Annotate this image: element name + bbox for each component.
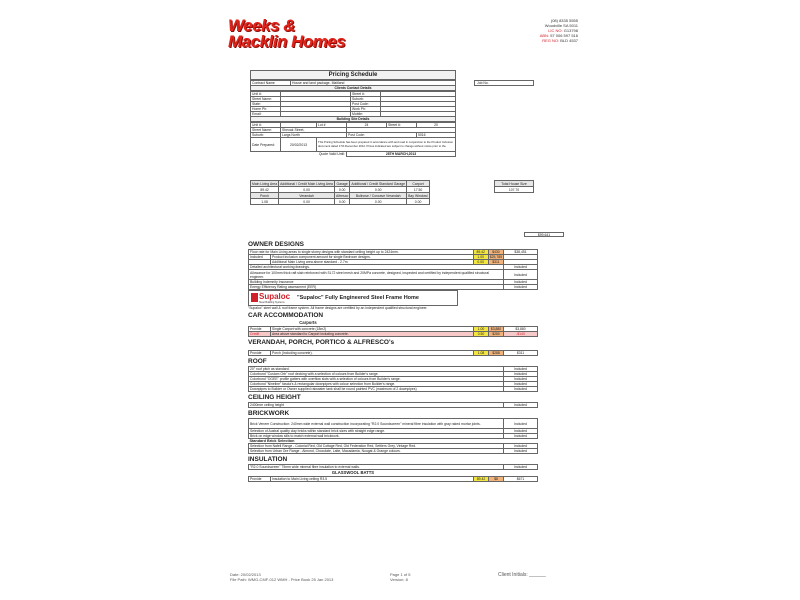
brickwork-heading: BRICKWORK xyxy=(248,410,290,417)
brick-desc: Selection from Urban Ore Range - Almond, Chocolate, Latte, Macadamia, Nougat & Orange colours. xyxy=(249,449,504,454)
summary-value: 0.00 xyxy=(335,187,350,193)
valid-value: 28TH MARCH,2013 xyxy=(347,152,456,157)
verandah-table xyxy=(248,350,538,356)
site-cell: 20 xyxy=(417,123,456,128)
owner-rate: $25,785 xyxy=(489,255,502,259)
footer-date: Date: 20/02/2013 xyxy=(230,572,261,577)
brick-total: Included xyxy=(504,449,538,454)
header-phone: (08) 8335 5555 xyxy=(550,18,578,23)
summary-value: 0.00 xyxy=(407,199,430,205)
summary-header: Bullnose / Concave Verandah xyxy=(350,193,407,199)
site-table xyxy=(250,122,456,157)
house-size-value: 107.70 xyxy=(495,187,534,193)
glasswool-subhead: GLASSWOOL BATTS xyxy=(331,470,375,475)
pricing-schedule-title: Pricing Schedule xyxy=(250,70,456,80)
client-cell: Unit #: xyxy=(251,92,281,97)
client-cell: Work Ph: xyxy=(351,107,381,112)
summary-value: 0.00 xyxy=(279,187,335,193)
roof-desc: Colorbond "OGEE" profile gutters with overflow slots with a selection of colours from Builder's range. xyxy=(249,377,504,382)
car-total: $3,880 xyxy=(504,327,538,332)
glasswool-desc: Insulation to Main Living ceiling R3.5 xyxy=(271,477,474,482)
ceiling-total: Included xyxy=(504,403,538,408)
summary-header: Main Living Area xyxy=(252,181,278,186)
car-cell: Credit xyxy=(249,332,271,337)
roof-heading: ROOF xyxy=(248,358,267,365)
document-page xyxy=(222,10,578,590)
roof-total: Included xyxy=(504,387,538,392)
owner-designs-heading: OWNER DESIGNS xyxy=(248,241,304,248)
summary-header: Carport xyxy=(407,181,430,187)
site-cell: Street Name: xyxy=(251,128,281,133)
brick-desc: Brick Veneer Construction: 240mm wide external wall construction incorporating "R2.0 Soundscreen" mineral fibre insulation with gray raked mortar joints. xyxy=(249,419,504,429)
roof-total: Included xyxy=(504,372,538,377)
client-cell: State: xyxy=(251,102,281,107)
owner-desc: Additional Main Living area above standard - 2.7m xyxy=(271,260,474,265)
header-info xyxy=(498,18,578,43)
supaloc-tagline: "Supaloc" Fully Engineered Steel Frame Home xyxy=(297,295,419,301)
brick-desc: Selection of Austral quality clay bricks within standard brick sizes with straight edge range. xyxy=(249,429,504,434)
supaloc-logo xyxy=(250,291,290,305)
footer-path: File Path: WMG-CMF-012 WMH - Price Book 25 Jan 2013 xyxy=(230,577,334,582)
summary-value: 89.42 xyxy=(251,187,279,193)
client-cell: Email: xyxy=(251,112,281,117)
summary-header: Additional / Credit Standard Garage xyxy=(351,181,406,186)
total-price: $99,641 xyxy=(524,232,564,237)
logo-line2: Macklin Homes xyxy=(228,32,346,51)
owner-desc: Energy Efficiency Rating assessment (EER) xyxy=(249,285,504,290)
glasswool-total: $671 xyxy=(504,477,538,482)
site-cell: Sheoak Street, xyxy=(281,128,347,133)
supaloc-sub: Steel Building Systems xyxy=(259,301,285,304)
contract-table xyxy=(250,80,456,91)
date-value: 20/02/2013 xyxy=(281,138,317,152)
roof-desc: 20° roof pitch as standard. xyxy=(249,367,504,372)
supaloc-mark-icon xyxy=(251,293,258,302)
brick-total: Included xyxy=(504,444,538,449)
glasswool-cell: Provide xyxy=(249,477,271,482)
site-cell: Lot # xyxy=(317,123,347,128)
owner-total: Included xyxy=(504,270,538,280)
date-label: Date Prepared: xyxy=(251,138,281,152)
footer-version: Version: 8 xyxy=(390,577,408,582)
verandah-heading: VERANDAH, PORCH, PORTICO & ALFRESCO's xyxy=(248,339,395,346)
contract-label: Contract Name xyxy=(251,81,291,86)
verandah-qty: 1.08 xyxy=(474,351,489,356)
ceiling-heading: CEILING HEIGHT xyxy=(248,394,301,401)
owner-total: Included xyxy=(504,265,538,270)
summary-value: 17.50 xyxy=(407,187,430,193)
owner-total: $38,451 xyxy=(504,250,538,255)
reg-label: REG NO: xyxy=(542,38,560,43)
verandah-desc: Porch (Including concrete). xyxy=(271,351,474,356)
summary-value: 1.08 xyxy=(251,199,279,205)
roof-table xyxy=(248,366,538,392)
footer-page: Page 1 of 5 xyxy=(390,572,411,577)
insulation-heading: INSULATION xyxy=(248,456,288,463)
pricing-schedule-box xyxy=(250,70,456,157)
owner-desc: Floor rate for Main Living areas to single storey designs with standard ceiling height up to 2424mm. xyxy=(249,250,474,255)
insulation-desc: "R2.0 Soundscreen" 75mm wide mineral fibre insulation to external walls. xyxy=(249,465,504,470)
brickwork-table xyxy=(248,418,538,454)
clients-title: Clients Contact Details xyxy=(251,86,456,91)
abn-value: 57 006 597 516 xyxy=(550,33,578,38)
summary-header: Bay Window/ xyxy=(408,193,428,198)
reg-value: BLD 4537 xyxy=(560,38,578,43)
brick-subhead: Standard Brick Selection xyxy=(249,439,295,443)
glasswool-qty: 89.42 xyxy=(474,477,489,482)
summary-value: 0.00 xyxy=(350,187,407,193)
contract-value: House and land package- Maitland xyxy=(291,81,456,86)
lic-value: G13798 xyxy=(563,28,578,33)
summary-header: Porch xyxy=(251,193,279,199)
abn-label: ABN: xyxy=(539,33,550,38)
roof-total: Included xyxy=(504,367,538,372)
car-desc: Single Carport with concrete (18m2) xyxy=(271,327,474,332)
page-footer xyxy=(222,570,578,590)
logo-line1: Weeks & xyxy=(228,16,296,35)
summary-header: Alfresco xyxy=(336,193,349,198)
site-cell: Largs North xyxy=(281,133,347,138)
site-cell: 5016 xyxy=(417,133,456,138)
car-rate: $280 xyxy=(489,332,504,337)
car-rate: $3,880 xyxy=(489,327,504,332)
summary-value: 0.00 xyxy=(279,199,335,205)
owner-desc: Product inclusion component amount for single Bedroom designs. xyxy=(271,255,474,260)
verandah-cell: Provide xyxy=(249,351,271,356)
job-no-field[interactable]: Job No. xyxy=(474,80,534,86)
insulation-total: Included xyxy=(504,465,538,470)
roof-desc: Colorbond "Nineline" fascia's & rectangular downpipes with colour selection from Builder's range. xyxy=(249,382,504,387)
owner-rate: $430 xyxy=(488,250,503,255)
verandah-rate: $288 xyxy=(489,351,504,356)
owner-desc: Building Indemnity Insurance xyxy=(249,280,504,285)
summary-header: Verandah xyxy=(279,193,335,199)
glasswool-rate: $8 xyxy=(489,477,504,482)
valid-label: Quote Valid Until: xyxy=(318,152,345,157)
site-cell: Street #: xyxy=(387,123,417,128)
site-title: Building Site Details xyxy=(251,117,456,122)
car-qty: 0.50 xyxy=(474,332,489,337)
roof-total: Included xyxy=(504,382,538,387)
owner-cell: Included xyxy=(249,255,271,260)
verandah-total: $311 xyxy=(504,351,538,356)
car-table xyxy=(248,326,538,337)
summary-header: Garage xyxy=(336,181,348,186)
header-address: Woodville SA 5011 xyxy=(544,23,578,28)
supaloc-word: Supaloc xyxy=(259,292,291,301)
owner-designs-table xyxy=(248,249,538,290)
roof-total: Included xyxy=(504,377,538,382)
owner-rate: $311 xyxy=(488,260,503,265)
client-cell: Post Code: xyxy=(351,102,381,107)
client-cell: Street Name: xyxy=(251,97,281,102)
total-house-size xyxy=(494,180,534,193)
client-cell: Street #: xyxy=(351,92,381,97)
owner-desc: Allowance for 100mm thick raft slab reinforced with SL72 steel mesh and 20MPa concrete, designed, inspected and certified by independent qualified structural engineer. xyxy=(249,270,504,280)
brick-total: Included xyxy=(504,434,538,439)
summary-header: Additional / Credit Main Living Area xyxy=(280,181,333,186)
car-cell: Provide xyxy=(249,327,271,332)
ceiling-table xyxy=(248,402,538,408)
brick-desc: Selection from Nafell Range - Colonial Red, Old Cottage Red, Old Federation Red, Settlers Grey, Vintage Red. xyxy=(249,444,504,449)
car-total: -$140 xyxy=(504,332,538,337)
client-cell: Suburb: xyxy=(351,97,381,102)
footer-left xyxy=(230,572,333,582)
car-desc: Area above standard to Carport including concrete. xyxy=(271,332,474,337)
brick-total: Included xyxy=(504,419,538,429)
company-logo xyxy=(228,18,378,58)
house-size-label: Total House Size xyxy=(495,181,534,187)
owner-total: Included xyxy=(504,280,538,285)
owner-total: Included xyxy=(504,285,538,290)
supaloc-note: "Supaloc" steel wall & roof frame system. All frame designs are certified by an independent qualified structural engineer. xyxy=(248,306,428,310)
client-initials[interactable]: Client Initials: ______ xyxy=(498,572,546,578)
site-cell: Post Code: xyxy=(347,133,417,138)
car-heading: CAR ACCOMMODATION xyxy=(248,312,324,319)
supaloc-banner xyxy=(248,290,458,306)
area-summary xyxy=(250,180,430,205)
client-cell: Mobile: xyxy=(351,112,381,117)
roof-desc: Downpipes to Builder or Owner supplied rainwater tank shall be round painted PVC (maximum of 2 downpipes) xyxy=(249,387,504,392)
owner-qty: 89.42 xyxy=(473,250,488,255)
car-qty: 1.00 xyxy=(474,327,489,332)
summary-value: 0.00 xyxy=(350,199,407,205)
carports-subhead: Carports xyxy=(299,320,317,325)
site-cell: 24 xyxy=(347,123,387,128)
inclusions-list xyxy=(248,232,578,482)
roof-desc: Colorbond "Custom Orb" roof decking with a selection of colours from Builder's range. xyxy=(249,372,504,377)
brick-total: Included xyxy=(504,429,538,434)
clients-table xyxy=(250,91,456,122)
owner-qty: 0.00 xyxy=(473,260,488,265)
glasswool-table xyxy=(248,476,538,482)
owner-desc: Detailed architectural working drawings. xyxy=(249,265,504,270)
site-cell: Unit #: xyxy=(251,123,281,128)
site-cell: Suburb: xyxy=(251,133,281,138)
summary-value: 0.00 xyxy=(335,199,350,205)
pricing-note: This Pricing Schedule has been prepared in accordance with and read in conjunction to the Product Inclusion document dated 17th December 2012. Prices indicated are subject to change without notice prior to the xyxy=(317,138,456,152)
lic-label: LIC NO: xyxy=(548,28,563,33)
ceiling-desc: 2400mm ceiling height xyxy=(249,403,504,408)
client-cell: Home Ph: xyxy=(251,107,281,112)
owner-qty: 1.00 xyxy=(473,255,488,260)
brick-desc: Brick on edge window sills to match external wall brickwork. xyxy=(249,434,504,439)
footer-mid xyxy=(390,572,410,582)
